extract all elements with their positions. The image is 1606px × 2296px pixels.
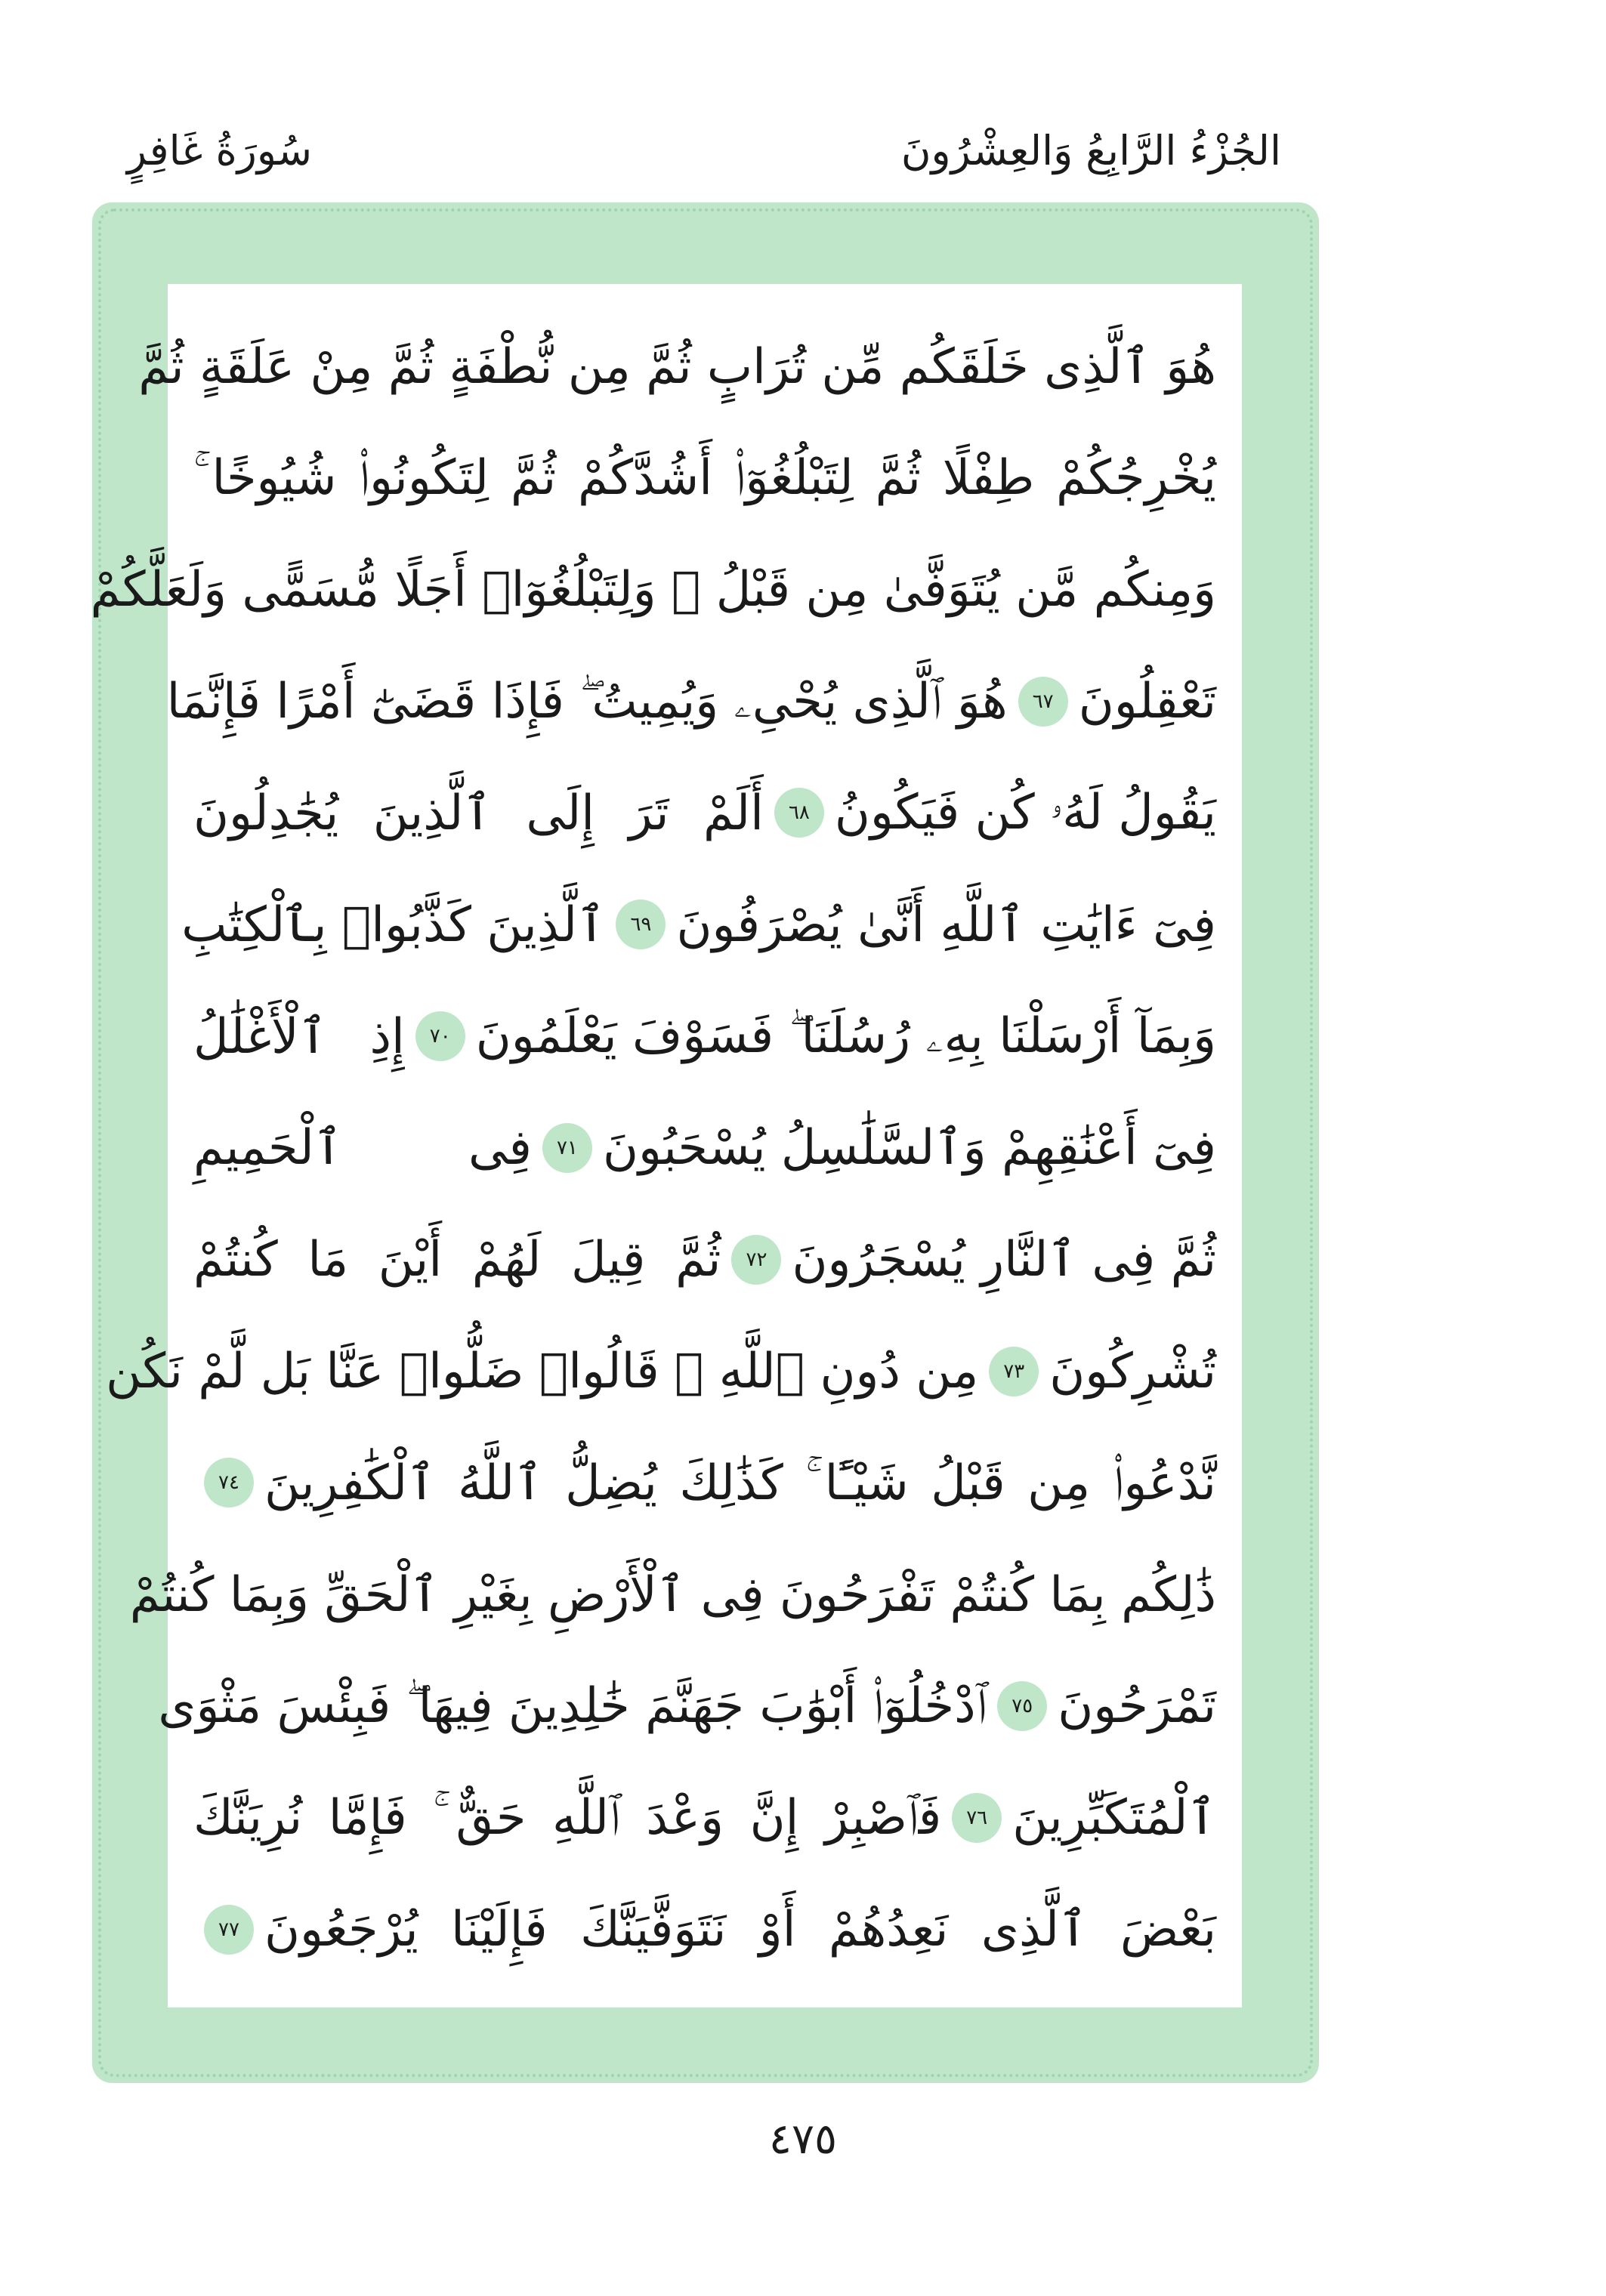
text-line-7	[193, 987, 1216, 1085]
text-line-10	[106, 1322, 1216, 1421]
quran-text-block	[90, 317, 1216, 1979]
line-text: فِى ٱلْحَمِيمِ	[193, 1120, 532, 1177]
ayah-marker: ٧٦	[952, 1793, 1002, 1843]
line-text: نَّدْعُوا۟ مِن قَبْلُ شَيْـًٔا ۚ كَذَٰلِكَ يُضِلُّ ٱللَّهُ ٱلْكَٰفِرِينَ	[264, 1455, 1216, 1511]
text-line-14	[193, 1769, 1216, 1867]
line-text: إِذِ ٱلْأَغْلَٰلُ	[193, 1008, 405, 1065]
line-text: فِىٓ أَعْنَٰقِهِمْ وَٱلسَّلَٰسِلُ يُسْحَبُونَ	[602, 1120, 1216, 1177]
text-line-11	[193, 1433, 1216, 1532]
line-text: مِن دُونِ ٱللَّهِ ۖ قَالُوا۟ ضَلُّوا۟ عَنَّا بَل لَّمْ نَكُن	[106, 1343, 979, 1400]
line-text: وَمِنكُم مَّن يُتَوَفَّىٰ مِن قَبْلُ ۖ وَلِتَبْلُغُوٓا۟ أَجَلًا مُّسَمًّى وَلَعَلَّكُمْ	[90, 561, 1216, 618]
line-text: ٱلْمُتَكَبِّرِينَ	[1012, 1790, 1216, 1847]
line-text: وَبِمَآ أَرْسَلْنَا بِهِۦ رُسُلَنَا ۖ فَسَوْفَ يَعْلَمُونَ	[475, 1008, 1216, 1065]
line-text: فَٱصْبِرْ إِنَّ وَعْدَ ٱللَّهِ حَقٌّ ۚ فَإِمَّا نُرِيَنَّكَ	[193, 1789, 942, 1846]
line-text: بَعْضَ ٱلَّذِى نَعِدُهُمْ أَوْ نَتَوَفَّيَنَّكَ فَإِلَيْنَا يُرْجَعُونَ	[264, 1902, 1216, 1958]
line-text: ذَٰلِكُم بِمَا كُنتُمْ تَفْرَحُونَ فِى ٱلْأَرْضِ بِغَيْرِ ٱلْحَقِّ وَبِمَا كُنتُمْ	[129, 1566, 1216, 1623]
line-text: يُخْرِجُكُمْ طِفْلًا ثُمَّ لِتَبْلُغُوٓا۟ أَشُدَّكُمْ ثُمَّ لِتَكُونُوا۟ شُيُوخًا ۚ	[193, 449, 1216, 506]
line-text: فِىٓ ءَايَٰتِ ٱللَّهِ أَنَّىٰ يُصْرَفُونَ	[676, 896, 1216, 953]
text-line-6	[181, 875, 1216, 974]
ayah-marker: ٧٣	[989, 1347, 1039, 1396]
line-text: تَمْرَحُونَ	[1058, 1678, 1216, 1735]
ayah-marker: ٧٧	[204, 1905, 254, 1955]
ayah-marker: ٦٨	[774, 788, 824, 838]
juz-name: الجُزْءُ الرَّابِعُ وَالعِشْرُونَ	[900, 127, 1281, 174]
ayah-marker: ٧٤	[204, 1458, 254, 1508]
text-line-8	[193, 1099, 1216, 1197]
text-line-1	[138, 317, 1216, 415]
line-text: أَلَمْ تَرَ إِلَى ٱلَّذِينَ يُجَٰدِلُونَ	[193, 785, 764, 841]
line-text: تَعْقِلُونَ	[1078, 673, 1216, 730]
ayah-marker: ٦٩	[616, 900, 666, 949]
text-line-4	[166, 653, 1216, 751]
line-text: ثُمَّ قِيلَ لَهُمْ أَيْنَ مَا كُنتُمْ	[193, 1231, 721, 1288]
text-line-15	[193, 1881, 1216, 1979]
line-text: ٱدْخُلُوٓا۟ أَبْوَٰبَ جَهَنَّمَ خَٰلِدِينَ فِيهَا ۖ فَبِئْسَ مَثْوَى	[158, 1678, 987, 1735]
line-text: يَقُولُ لَهُۥ كُن فَيَكُونُ	[834, 785, 1216, 841]
line-text: هُوَ ٱلَّذِى خَلَقَكُم مِّن تُرَابٍ ثُمَّ مِن نُّطْفَةٍ ثُمَّ مِنْ عَلَقَةٍ ثُمَّ	[138, 338, 1216, 395]
line-text: تُشْرِكُونَ	[1049, 1343, 1216, 1400]
page-number: ٤٧٥	[768, 2115, 838, 2164]
text-line-9	[193, 1211, 1216, 1309]
ayah-marker: ٧٥	[997, 1681, 1047, 1731]
text-line-13	[158, 1657, 1216, 1755]
line-text: ثُمَّ فِى ٱلنَّارِ يُسْجَرُونَ	[792, 1232, 1216, 1288]
text-line-12	[129, 1545, 1216, 1643]
ayah-marker: ٧١	[542, 1123, 592, 1173]
text-line-3	[90, 541, 1216, 639]
line-text: هُوَ ٱلَّذِى يُحْىِۦ وَيُمِيتُ ۖ فَإِذَا قَضَىٰٓ أَمْرًا فَإِنَّمَا	[166, 673, 1008, 730]
ayah-marker: ٧٢	[731, 1235, 781, 1285]
surah-name: سُورَةُ غَافِرٍ	[127, 127, 312, 174]
ayah-marker: ٧٠	[415, 1011, 465, 1061]
text-line-5	[193, 764, 1216, 862]
line-text: ٱلَّذِينَ كَذَّبُوا۟ بِٱلْكِتَٰبِ	[181, 896, 606, 953]
ayah-marker: ٦٧	[1018, 677, 1068, 727]
text-line-2	[193, 429, 1216, 527]
